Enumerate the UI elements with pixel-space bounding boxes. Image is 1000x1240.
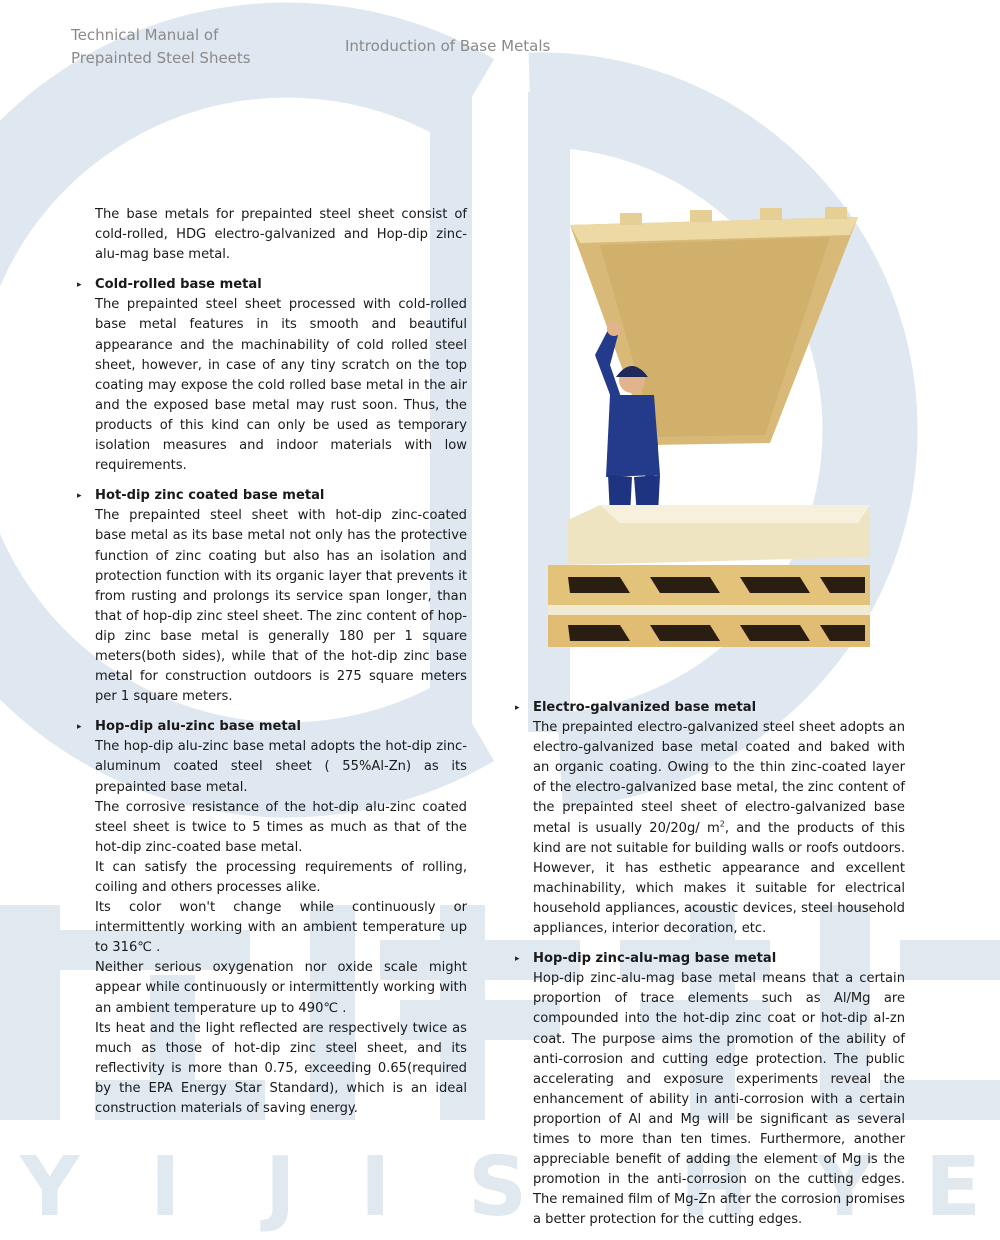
section-title: Electro-galvanized base metal xyxy=(533,700,757,715)
book-title xyxy=(71,24,251,70)
left-column xyxy=(77,205,467,1129)
watermark-letter: H xyxy=(680,1140,749,1232)
section-paragraph: Its color won't change while continuously or intermittently working with an ambient temperature up to 316℃ . xyxy=(95,900,467,956)
section-body: The prepainted electro-galvanized steel sheet adopts an electro-galvanized base metal coated and baked with an organic coating. Owing to the thin zinc-coated layer of the electro-galvanized base metal, the zinc content of the prepainted steel sheet of electro-galvanized base metal is usually 20/20g/ $m^2$, and the products of this kind are not suitable for building walls or roofs outdoors. However, it has esthetic appearance and excellent machinability, which makes it suitable for electrical household appliances, acoustic devices, steel household appliances, interior decoration, etc. xyxy=(533,720,905,937)
watermark-letter: J xyxy=(265,1140,296,1232)
section-electro-galvanized xyxy=(515,698,905,939)
section-body: The prepainted steel sheet with hot-dip zinc-coated base metal as its base metal not only has the protective function of zinc coating but also has an isolation and protection function with its organic layer that prevents it from rusting and prolongs its service span longer, than that of hop-dip zinc steel sheet. The zinc content of hop-dip zinc base metal is generally 180 per 1 square meters(both sides), while that of the hot-dip zinc base metal for construction outdoors is 275 square meters per 1 square meters. xyxy=(95,508,467,705)
chapter-title: Introduction of Base Metals xyxy=(345,37,551,55)
section-title: Cold-rolled base metal xyxy=(95,277,262,293)
book-title-line1: Technical Manual of xyxy=(71,26,219,44)
section-body: Hop-dip zinc-alu-mag base metal means that a certain proportion of trace elements such as Al/Mg are compounded into the hot-dip zinc coat or hot-dip al-zn coat. The purpose aims the promotion of the ability of anti-corrosion and cutting edge protection. The public accelerating and exposure experiments reveal the enhancement of ability in anti-corrosion with a certain proportion of Al and Mg will be significant as several times to more than ten times. Furthermore, another appreciable benefit of adding the element of Mg is the promotion in the anti-corrosion on the cutting edges. The remained film of Mg-Zn after the corrosion promises a better protection for the cutting edges. xyxy=(533,971,905,1228)
bullet-icon: ▸ xyxy=(77,280,82,291)
bullet-icon: ▸ xyxy=(77,722,82,733)
watermark-letter: S xyxy=(468,1140,528,1232)
watermark-letter: Y xyxy=(815,1140,875,1232)
section-paragraph: Its heat and the light reflected are respectively twice as much as those of hot-dip zinc steel sheet, and its reflectivity is more than 0.75, exceeding 0.65(required by the EPA Energy Star Standard), which is an ideal construction materials of saving energy. xyxy=(95,1020,467,1117)
section-paragraph: The hop-dip alu-zinc base metal adopts the hot-dip zinc-aluminum coated steel sheet ( 55%Al-Zn) as its prepainted base metal. xyxy=(95,739,467,795)
bullet-icon: ▸ xyxy=(77,491,82,502)
section-paragraph: Neither serious oxygenation nor oxide scale might appear while continuously or intermittently working with an ambient temperature up to 490℃ . xyxy=(95,960,467,1016)
book-title-line2: Prepainted Steel Sheets xyxy=(71,49,251,67)
section-title: Hot-dip zinc coated base metal xyxy=(95,488,325,504)
watermark-letter: I xyxy=(360,1140,391,1232)
section-title: Hop-dip alu-zinc base metal xyxy=(95,719,301,735)
watermark-letter: Y xyxy=(20,1140,80,1232)
bullet-icon: ▸ xyxy=(515,703,520,713)
watermark-letter: E xyxy=(925,1140,982,1232)
watermark-letter: I xyxy=(150,1140,181,1232)
intro-paragraph: The base metals for prepainted steel sheet consist of cold-rolled, HDG electro-galvanized and Hop-dip zinc-alu-mag base metal. xyxy=(95,207,467,263)
section-alu-zinc xyxy=(77,717,467,1119)
superscript: 2 xyxy=(719,819,725,829)
section-cold-rolled xyxy=(77,275,467,476)
bullet-icon: ▸ xyxy=(515,954,520,965)
right-column xyxy=(515,698,905,1240)
section-paragraph: The corrosive resistance of the hot-dip alu-zinc coated steel sheet is twice to 5 times as much as that of the hot-dip zinc-coated base metal. xyxy=(95,799,467,855)
section-title: Hop-dip zinc-alu-mag base metal xyxy=(533,951,777,967)
section-zinc-alu-mag xyxy=(515,949,905,1230)
section-paragraph: It can satisfy the processing requirements of rolling, coiling and others processes alike. xyxy=(95,859,467,895)
sandwich-panel-photo xyxy=(540,205,878,651)
section-hot-dip-zinc xyxy=(77,486,467,707)
section-body: The prepainted steel sheet processed with cold-rolled base metal features in its smooth and beautiful appearance and the machinability of cold rolled steel sheet, however, in case of any tiny scratch on the top coating may expose the cold rolled base metal in the air and the exposed base metal may rust soon. Thus, the products of this kind can only be used as temporary isolation measures and indoor materials with low requirements. xyxy=(95,297,467,474)
